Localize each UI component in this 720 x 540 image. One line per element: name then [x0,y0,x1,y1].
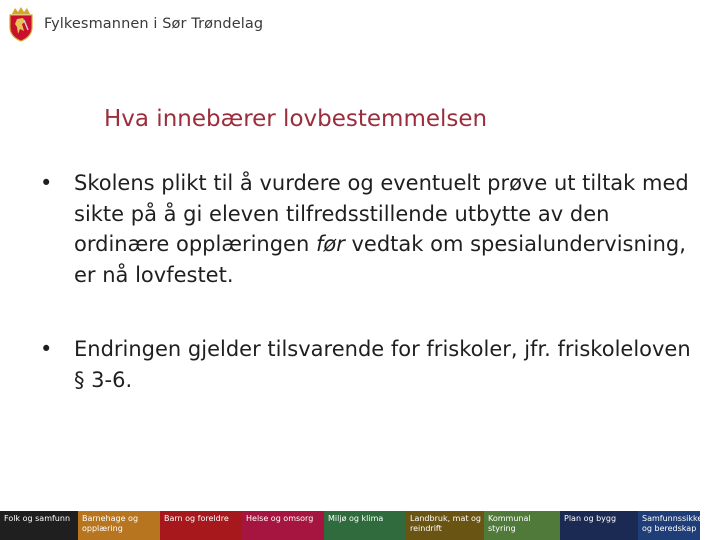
footer-nav [0,511,720,540]
bullet-text: Skolens plikt til å vurdere og eventuelt prøve ut tiltak med sikte på å gi eleven tilfredsstillende utbytte av den ordinære opplæringen [74,171,689,256]
footer-tab-barn-og-foreldre[interactable]: Barn og foreldre [160,511,242,540]
footer-tab-folk-og-samfunn[interactable]: Folk og samfunn [0,511,78,540]
bullet-list [40,168,700,395]
footer-tab-plan-og-bygg[interactable]: Plan og bygg [560,511,638,540]
slide-title: Hva innebærer lovbestemmelsen [104,106,488,132]
emphasis-text: før [315,232,345,256]
footer-tab-samfunnssikkerhet-og-beredskap[interactable]: Samfunnssikkerhet og beredskap [638,511,700,540]
organization-name: Fylkesmannen i Sør Trøndelag [44,16,264,32]
bullet-text: Endringen gjelder tilsvarende for friskoler, jfr. friskoleloven § 3-6. [74,337,691,392]
bullet-marker: • [40,171,53,195]
footer-tab-miljo-og-klima[interactable]: Miljø og klima [324,511,406,540]
norwegian-coat-of-arms-icon [6,5,36,43]
bullet-text-continued: vedtak om spesialundervisning, er nå lovfestet. [74,232,686,287]
bullet-marker: • [40,337,53,361]
bullet-item [40,334,700,395]
footer-tab-landbruk-mat-og-reindrift[interactable]: Landbruk, mat og reindrift [406,511,484,540]
footer-tab-barnehage-og-opplaering[interactable]: Barnehage og opplæring [78,511,160,540]
bullet-item [40,168,700,290]
footer-tab-kommunal-styring[interactable]: Kommunal styring [484,511,560,540]
header [6,4,263,44]
footer-tab-helse-og-omsorg[interactable]: Helse og omsorg [242,511,324,540]
